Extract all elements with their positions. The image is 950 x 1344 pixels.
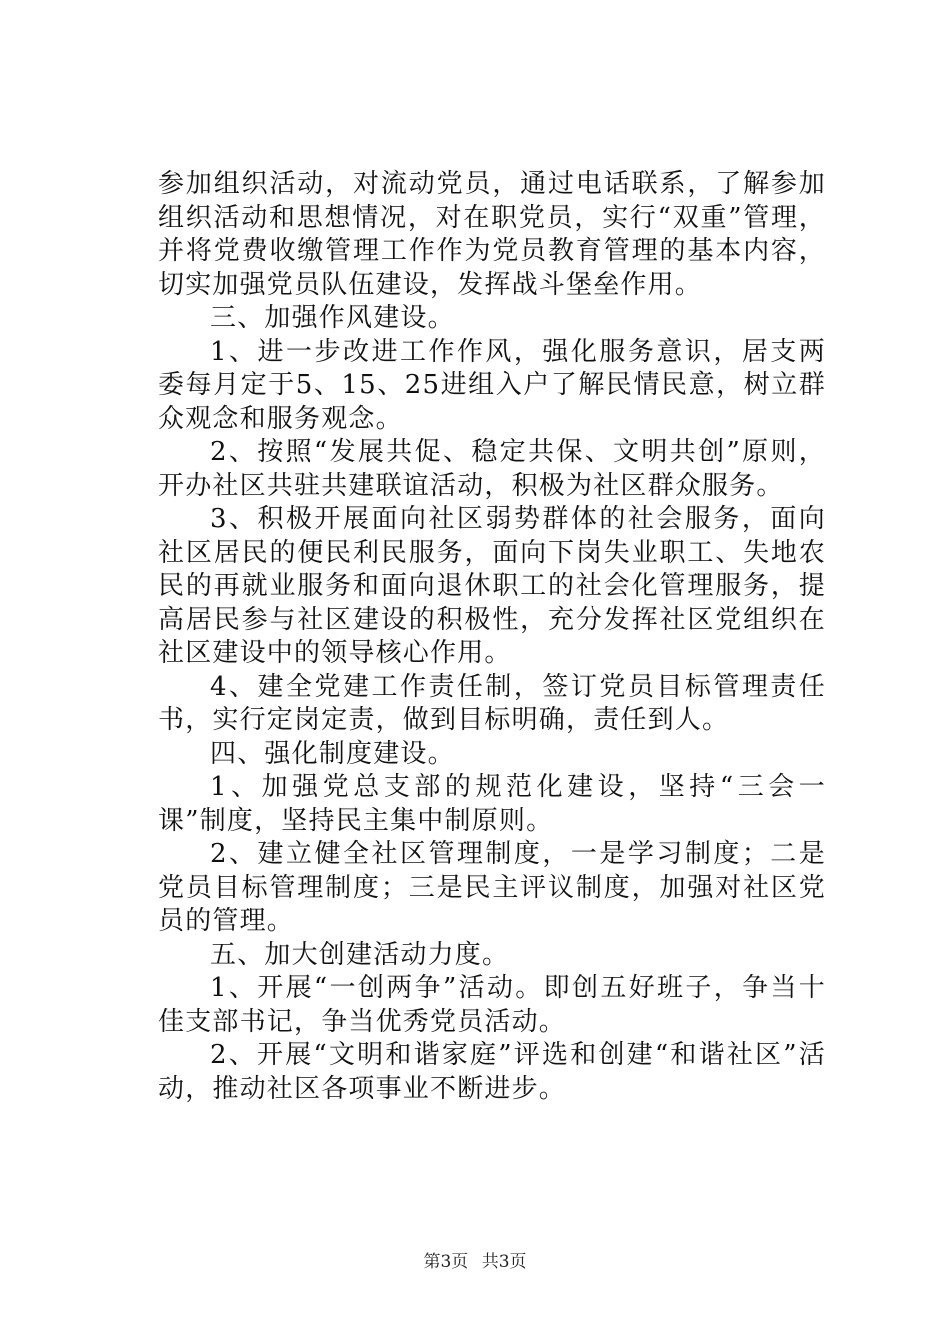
document-body: [158, 168, 826, 1106]
page-number-current: 第3页: [423, 1252, 469, 1272]
section-heading-4: 四、强化制度建设。: [210, 738, 455, 769]
paragraph-5-2: 2、开展“文明和谐家庭”评选和创建“和谐社区”活动，推动社区各项事业不断进步。: [158, 1040, 826, 1104]
paragraph-5-1: 1、开展“一创两争”活动。即创五好班子，争当十佳支部书记，争当优秀党员活动。: [158, 973, 826, 1037]
paragraph-3-4: 4、建全党建工作责任制，签订党员目标管理责任书，实行定岗定责，做到目标明确，责任到人。: [158, 671, 826, 735]
paragraph-4-1: 1、加强党总支部的规范化建设，坚持“三会一课”制度，坚持民主集中制原则。: [158, 772, 826, 836]
paragraph-3-3: 3、积极开展面向社区弱势群体的社会服务，面向社区居民的便民利民服务，面向下岗失业职工、失地农民的再就业服务和面向退休职工的社会化管理服务，提高居民参与社区建设的积极性，充分发挥社区党组织在社区建设中的领导核心作用。: [158, 504, 826, 668]
page-number-total: 共3页: [481, 1252, 527, 1272]
paragraph-3-2: 2、按照“发展共促、稳定共保、文明共创”原则，开办社区共驻共建联谊活动，积极为社区群众服务。: [158, 437, 826, 501]
page-footer: [0, 1247, 950, 1272]
section-heading-5: 五、加大创建活动力度。: [210, 939, 510, 970]
section-heading-3: 三、加强作风建设。: [210, 303, 455, 333]
paragraph-1: 参加组织活动，对流动党员，通过电话联系，了解参加组织活动和思想情况，对在职党员，实行“双重”管理，并将党费收缴管理工作作为党员教育管理的基本内容，切实加强党员队伍建设，发挥战斗堡垒作用。: [158, 169, 826, 300]
paragraph-3-1: 1、进一步改进工作作风，强化服务意识，居支两委每月定于5、15、25进组入户了解民情民意，树立群众观念和服务观念。: [158, 336, 826, 434]
paragraph-4-2: 2、建立健全社区管理制度，一是学习制度；二是党员目标管理制度；三是民主评议制度，加强对社区党员的管理。: [158, 839, 826, 936]
